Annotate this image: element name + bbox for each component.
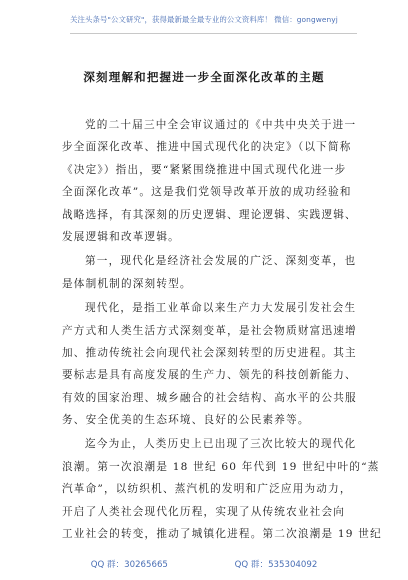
body-text-line: 开启了人类社会现代化历程，实现了从传统农业社会向 [62,505,346,518]
body-text-line: 《决定》）指出，要“紧紧围绕推进中国式现代化进一步 [62,163,347,176]
document-title: 深刻理解和把握进一步全面深化改革的主题 [83,70,325,84]
footer-qq-group-2: QQ 群：535304092 [234,560,318,570]
body-text-line: 浪潮。第一次浪潮是 18 世纪 60 年代到 19 世纪中叶的“蒸 [62,460,380,473]
body-text-line: 迄今为止，人类历史上已出现了三次比较大的现代化 [85,438,357,451]
body-text-line: 党的二十届三中全会审议通过的《中共中央关于进一 [85,119,357,131]
footer-qq-group-1: QQ 群：30265665 [90,560,168,570]
footer-contacts [0,558,408,570]
header-banner: 关注头条号"公文研究"，获得最新最全最专业的公文资料库！ 微信：gongwenyj [70,15,338,24]
body-text-line: 工业社会的转变，推动了城镇化进程。第二次浪潮是 19 世纪 [62,528,382,541]
body-text-line: 现代化，是指工业革命以来生产力大发展引发社会生 [85,302,357,315]
body-text-line: 汽革命”，以纺织机、蒸汽机的发明和广泛应用为动力， [62,483,352,496]
body-text-line: 战略选择，有其深刻的历史逻辑、理论逻辑、实践逻辑、 [62,208,357,221]
body-text-line: 全面深化改革”。这是我们党领导改革开放的成功经验和 [62,186,352,199]
body-text-line: 要标志是具有高度发展的生产力、领先的科技创新能力、 [62,369,357,382]
body-text-line: 有效的国家治理、城乡融合的社会结构、高水平的公共服 [62,391,357,404]
body-text-line: 步全面深化改革、推进中国式现代化的决定》（以下简称 [62,141,352,154]
body-text-line: 发展逻辑和改革逻辑。 [62,230,180,243]
body-text-line: 第一，现代化是经济社会发展的广泛、深刻变革，也 [85,255,357,268]
body-text-line: 产方式和人类生活方式深刻变革，是社会物质财富迅速增 [62,324,357,337]
body-text-line: 是体制机制的深刻转型。 [62,277,192,290]
header-divider [70,33,357,34]
body-text-line: 务、安全优美的生态环境、良好的公民素养等。 [62,414,310,427]
document-body [62,114,382,545]
body-text-line: 加、推动传统社会向现代社会深刻转型的历史进程。其主 [62,346,357,359]
